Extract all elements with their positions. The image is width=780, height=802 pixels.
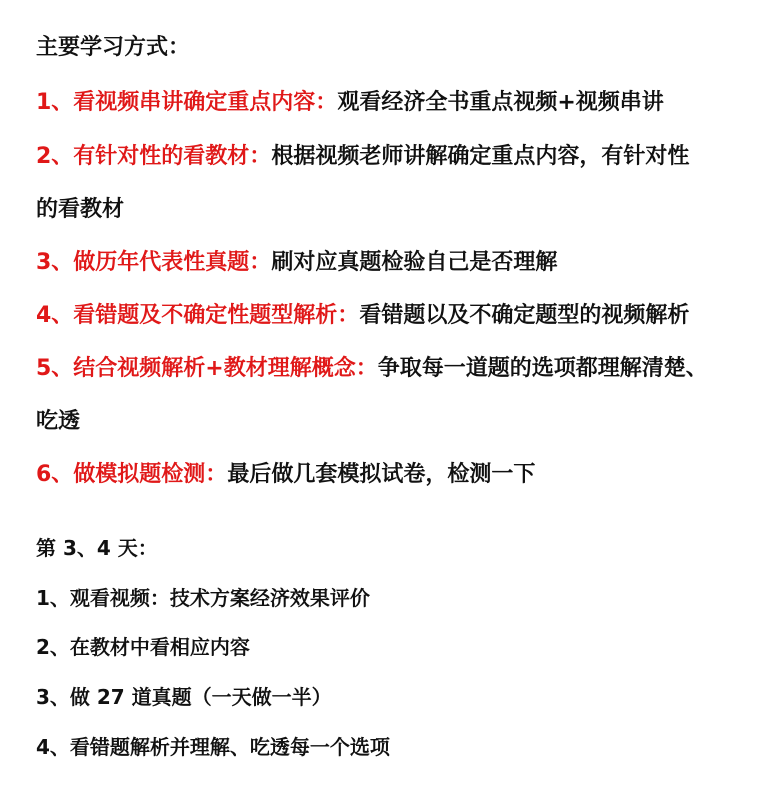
study-item-6-label: 6、做模拟题检测： bbox=[36, 462, 228, 487]
study-item-2-continuation: 的看教材 bbox=[36, 197, 125, 222]
study-item-3-label: 3、做历年代表性真题： bbox=[36, 250, 272, 275]
day-task-1: 1、观看视频：技术方案经济效果评价 bbox=[36, 586, 370, 610]
day-task-3: 3、做 27 道真题（一天做一半） bbox=[36, 685, 332, 709]
study-item-3-text: 刷对应真题检验自己是否理解 bbox=[271, 250, 558, 275]
study-item-6 bbox=[36, 461, 535, 489]
study-item-1-text: 观看经济全书重点视频+视频串讲 bbox=[337, 90, 664, 115]
study-item-5 bbox=[36, 355, 708, 383]
study-item-4 bbox=[36, 302, 689, 330]
study-item-2 bbox=[36, 143, 689, 171]
day-task-2: 2、在教材中看相应内容 bbox=[36, 635, 250, 659]
study-item-1 bbox=[36, 89, 664, 117]
study-item-5-text: 争取每一道题的选项都理解清楚、 bbox=[377, 356, 708, 381]
study-item-2-label: 2、有针对性的看教材： bbox=[36, 144, 272, 169]
study-item-6-text: 最后做几套模拟试卷，检测一下 bbox=[227, 462, 536, 487]
study-item-5-continuation: 吃透 bbox=[36, 409, 81, 434]
study-item-4-label: 4、看错题及不确定性题型解析： bbox=[36, 303, 360, 328]
study-item-3 bbox=[36, 249, 557, 277]
study-item-4-text: 看错题以及不确定题型的视频解析 bbox=[359, 303, 690, 328]
section1-heading: 主要学习方式： bbox=[36, 35, 191, 60]
study-item-5-label: 5、结合视频解析+教材理解概念： bbox=[36, 356, 378, 381]
day-task-4: 4、看错题解析并理解、吃透每一个选项 bbox=[36, 735, 390, 759]
study-item-1-label: 1、看视频串讲确定重点内容： bbox=[36, 90, 338, 115]
section2-heading: 第 3、4 天： bbox=[36, 536, 158, 560]
study-item-2-text: 根据视频老师讲解确定重点内容，有针对性 bbox=[271, 144, 690, 169]
